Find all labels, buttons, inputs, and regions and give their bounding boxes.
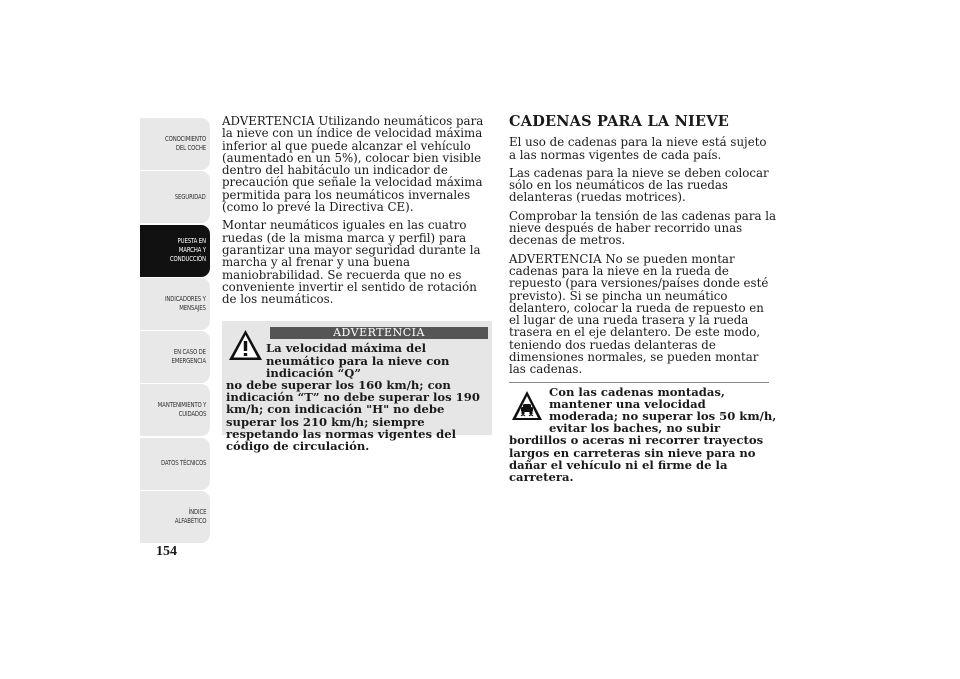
right-column bbox=[509, 115, 777, 483]
paragraph-regulations: El uso de cadenas para la nieve está sujeto a las normas vigentes de cada país. bbox=[509, 135, 767, 162]
paragraph-tension: Comprobar la tensión de las cadenas para la nieve después de haber recorrido unas decenas de metros. bbox=[509, 208, 777, 248]
tab-label: SEGURIDAD bbox=[175, 192, 206, 201]
warning-box bbox=[222, 321, 492, 454]
warning-triangle-icon bbox=[228, 329, 263, 361]
paragraph-same-tires: Montar neumáticos iguales en las cuatro ruedas (de la misma marca y perfil) para garantizar una mayor seguridad durante la marcha y al frenar y una buena maniobrabilidad. Se recuerda que no es conveniente invertir el sentido de rotación de los neumáticos. bbox=[222, 218, 481, 307]
note-text-first: Con las cadenas montadas, mantener una velocidad moderada; no superar los 50 km/h, evitar los baches, no subir bbox=[549, 384, 777, 436]
section-heading: CADENAS PARA LA NIEVE bbox=[509, 113, 729, 130]
paragraph-spare-wheel: ADVERTENCIA No se pueden montar cadenas para la nieve en la rueda de repuesto (para versiones/países donde esté previsto). Si se pincha un neumático delantero, colocar la rueda de repuesto en el lugar de una rueda trasera y la rueda trasera en el eje delantero. De este modo, teniendo dos ruedas delanteras de dimensiones normales, se pueden montar las cadenas. bbox=[509, 251, 769, 377]
slippery-road-icon bbox=[511, 390, 543, 422]
tab-label: PUESTA EN MARCHA Y CONDUCCIÓN bbox=[169, 237, 206, 264]
warning-header: ADVERTENCIA bbox=[270, 327, 488, 339]
left-column bbox=[222, 114, 492, 454]
tab-label: CONOCIMIENTO DEL COCHE bbox=[164, 135, 206, 152]
paragraph-front-wheels: Las cadenas para la nieve se deben colocar sólo en los neumáticos de las ruedas delanteras (ruedas motrices). bbox=[509, 165, 769, 205]
note-box bbox=[509, 386, 777, 484]
tab-label: INDICADORES Y MENSAJES bbox=[165, 294, 206, 312]
tab-indicadores-y-mensajes[interactable] bbox=[140, 278, 210, 330]
tab-puesta-en-marcha[interactable] bbox=[140, 225, 210, 277]
tab-indice-alfabetico[interactable] bbox=[140, 491, 210, 543]
warning-text bbox=[226, 342, 488, 452]
tab-conocimiento-del-coche[interactable] bbox=[140, 118, 210, 170]
note-divider bbox=[509, 382, 769, 383]
tab-label: DATOS TÉCNICOS bbox=[160, 459, 206, 468]
paragraph-snow-tire-warning: ADVERTENCIA Utilizando neumáticos para la nieve con un índice de velocidad máxima inferior al que puede alcanzar el vehículo (aumentado en un 5%), colocar bien visible dentro del habitáculo un indicador de precaución que señale la velocidad máxima permitida para los neumáticos invernales (como lo prevé la Directiva CE). bbox=[222, 114, 484, 215]
tab-datos-tecnicos[interactable] bbox=[140, 438, 210, 490]
tab-label: ÍNDICE ALFABÉTICO bbox=[174, 508, 206, 526]
note-text-rest: bordillos o aceras ni recorrer trayectos largos en carreteras sin nieve para no dañar el vehículo ni el firme de la carretera. bbox=[509, 433, 764, 485]
tab-seguridad[interactable] bbox=[140, 171, 210, 223]
warning-text-first: La velocidad máxima del neumático para la nieve con indicación “Q” bbox=[266, 341, 450, 380]
tab-label: EN CASO DE EMERGENCIA bbox=[171, 348, 206, 366]
note-text bbox=[509, 386, 777, 484]
tab-en-caso-de-emergencia[interactable] bbox=[140, 331, 210, 383]
tab-label: MANTENIMIENTO Y CUIDADOS bbox=[157, 401, 206, 419]
tab-mantenimiento-y-cuidados[interactable] bbox=[140, 384, 210, 436]
chapter-tabs bbox=[140, 118, 210, 544]
warning-text-rest: no debe superar los 160 km/h; con indicación “T” no debe superar los 190 km/h; con indicación "H" no debe superar los 210 km/h; siempre respetando las normas vigentes del código de circulación. bbox=[226, 378, 480, 454]
page-number: 154 bbox=[156, 544, 177, 559]
